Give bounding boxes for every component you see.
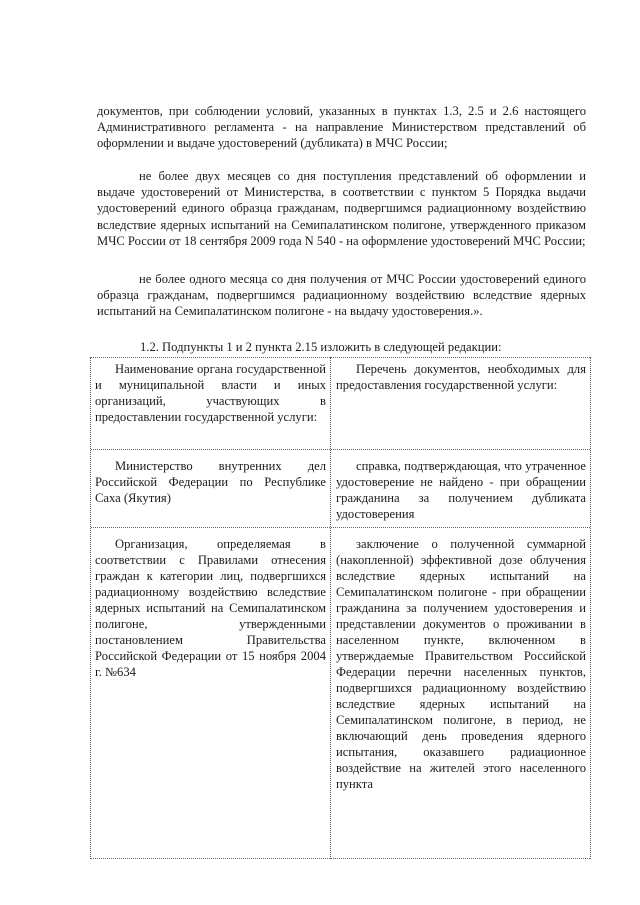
clause-1-2: 1.2. Подпункты 1 и 2 пункта 2.15 изложить в следующей редакции: [140,340,502,354]
header-organ-cell: Наименование органа государственной и муниципальной власти и иных организаций, участвующих в предоставлении государственной услуги: [95,362,326,424]
row-divider [91,449,590,450]
header-documents-cell: Перечень документов, необходимых для предоставления государственной услуги: [336,362,586,392]
requirements-table [90,357,591,859]
column-divider [330,357,331,859]
table-bottom-border [91,858,590,859]
table-top-border [91,357,590,358]
table-row-mvd-organ: Министерство внутренних дел Российской Федерации по Республике Саха (Якутия) [95,459,326,505]
paragraph-two-months: не более двух месяцев со дня поступления представлений об оформлении и выдаче удостоверений от Министерства, в соответствии с пунктом 5 Порядка выдачи удостоверений единого образца гражданам, подвергшимся радиационному воздействию вследствие ядерных испытаний на Семипалатинском полигоне, утвержденного приказом МЧС России от 18 сентября 2009 года N 540 - на оформление удостоверений МЧС России; [97,169,586,248]
paragraph-one-month: не более одного месяца со дня получения от МЧС России удостоверений единого образца гражданам, подвергшимся радиационному воздействию вследствие ядерных испытаний на Семипалатинском полигоне - на выдачу удостоверения.». [97,272,586,319]
row-divider [91,527,590,528]
paragraph-documents: документов, при соблюдении условий, указанных в пунктах 1.3, 2.5 и 2.6 настоящего Административного регламента - на направление Министерством представлений об оформлении и выдаче удостоверений (дубликата) в МЧС России; [97,104,586,151]
table-row-organization: Организация, определяемая в соответствии с Правилами отнесения граждан к категории лиц, подвергшихся радиационному воздействию вследствие ядерных испытаний на Семипалатинском полигоне, утвержденными постановлением Правительства Российской Федерации от 15 ноября 2004 г. №634 [95,537,326,679]
table-row-dose-conclusion: заключение о полученной суммарной (накопленной) эффективной дозе облучения вследствие ядерных испытаний на Семипалатинском полигоне - при обращении гражданина за получением удостоверения и представлении документов о проживании в населенном пункте, включенном в утверждаемые Правительством Российской Федерации перечни населенных пунктов, подвергшихся радиационному воздействию вследствие ядерных испытаний на Семипалатинском полигоне, в период, не включающий день проведения ядерного испытания, оказавшего радиационное воздействие на жителей этого населенного пункта [336,537,586,791]
table-row-mvd-document: справка, подтверждающая, что утраченное удостоверение не найдено - при обращении гражданина за получением дубликата удостоверения [336,459,586,521]
